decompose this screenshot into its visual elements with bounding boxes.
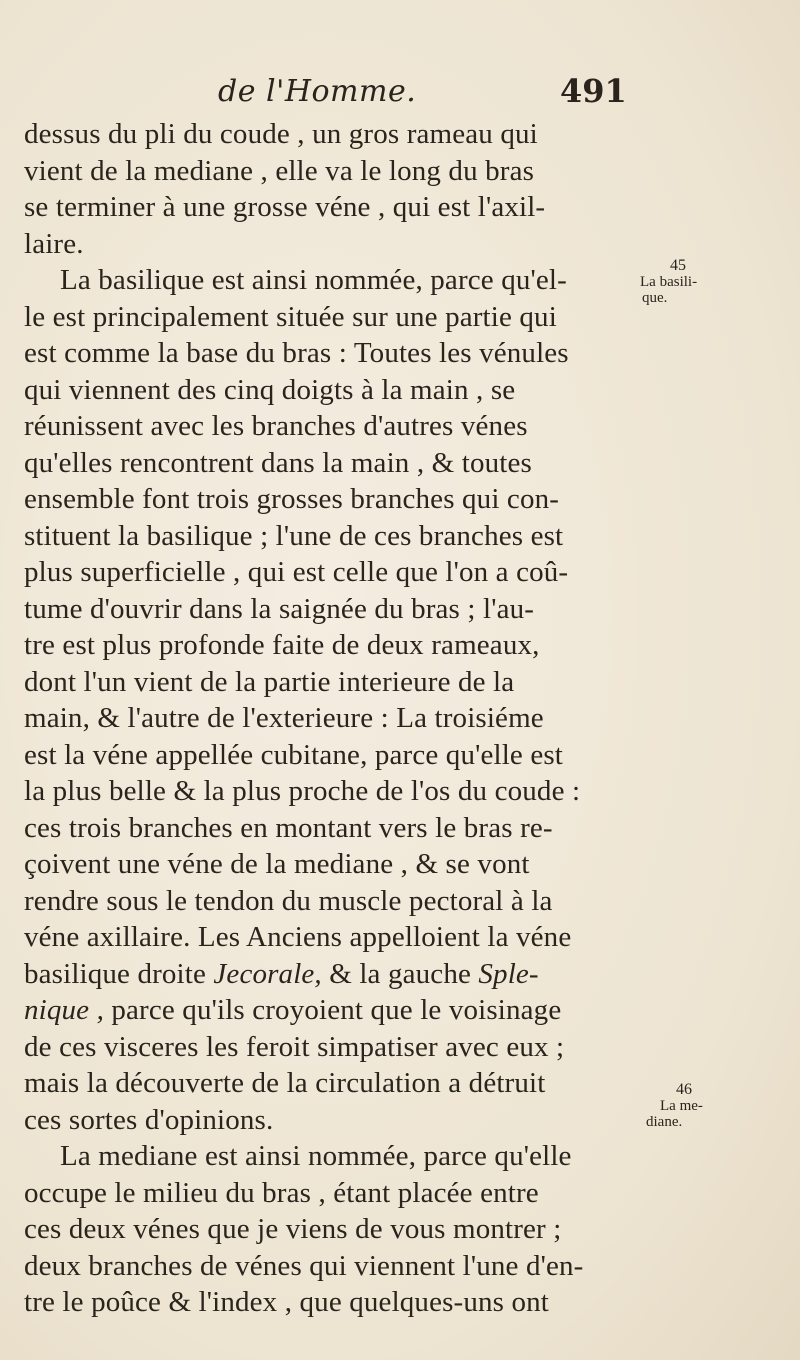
text-line [24, 956, 636, 993]
margin-note-line: que. [642, 290, 668, 306]
italic-term: Sple- [478, 957, 539, 990]
margin-note-line: La basili- [640, 274, 698, 290]
text-line: la plus belle & la plus proche de l'os du coude : [24, 775, 581, 807]
text-line: ces trois branches en montant vers le bras re- [24, 811, 553, 844]
text-line: La mediane est ainsi nommée, parce qu'elle [60, 1140, 572, 1172]
text-line: La basilique est ainsi nommée, parce qu'el- [60, 264, 567, 296]
text-line: tre est plus profonde faite de deux rameaux, [24, 629, 540, 661]
text-line: véne axillaire. Les Anciens appelloient la véne [24, 921, 572, 953]
text-line: plus superficielle , qui est celle que l'on a coû- [24, 556, 569, 588]
text-line: vient de la mediane , elle va le long du bras [24, 154, 535, 187]
page-header [0, 68, 800, 116]
text-line: main, & l'autre de l'exterieure : La troisiéme [24, 702, 544, 734]
text-span: & la gauche [321, 957, 479, 990]
margin-note-line: diane. [646, 1114, 683, 1130]
text-line: ensemble font trois grosses branches qui con- [24, 483, 560, 515]
margin-note-line: La me- [660, 1098, 703, 1114]
running-title: de l'Homme. [218, 74, 417, 109]
text-line: le est principalement située sur une partie qui [24, 300, 557, 333]
body-text [24, 116, 636, 1321]
margin-note-basilique [640, 258, 760, 306]
text-line: qu'elles rencontrent dans la main , & toutes [24, 446, 532, 479]
italic-term: nique , [24, 994, 104, 1026]
text-span: basilique droite [24, 957, 214, 990]
text-line: dessus du pli du coude , un gros rameau qui [24, 118, 538, 150]
text-line: qui viennent des cinq doigts à la main , se [24, 373, 516, 406]
text-line: mais la découverte de la circulation a détruit [24, 1067, 546, 1099]
text-line: deux branches de vénes qui viennent l'une d'en- [24, 1249, 584, 1282]
italic-term: Jecorale, [213, 957, 322, 990]
text-line: rendre sous le tendon du muscle pectoral à la [24, 884, 553, 917]
margin-note-mediane [646, 1082, 766, 1130]
text-line: réunissent avec les branches d'autres vénes [24, 410, 528, 442]
text-line: est la véne appellée cubitane, parce qu'elle est [24, 738, 563, 771]
text-span: parce qu'ils croyoient que le voisinage [103, 994, 562, 1026]
text-line: de ces visceres les feroit simpatiser avec eux ; [24, 1030, 565, 1063]
text-line: se terminer à une grosse véne , qui est l'axil- [24, 191, 546, 223]
margin-note-number: 45 [670, 257, 686, 274]
text-line: tume d'ouvrir dans la saignée du bras ; l'au- [24, 592, 535, 625]
margin-note-number: 46 [676, 1081, 692, 1098]
text-line: ces deux vénes que je viens de vous montrer ; [24, 1213, 562, 1245]
text-line: dont l'un vient de la partie interieure de la [24, 665, 515, 698]
text-line: tre le poûce & l'index , que quelques-uns ont [24, 1286, 549, 1318]
text-line: laire. [24, 227, 84, 260]
page-number: 491 [560, 72, 627, 110]
text-line: çoivent une véne de la mediane , & se vont [24, 848, 530, 880]
text-line: est comme la base du bras : Toutes les vénules [24, 337, 569, 369]
text-line: ces sortes d'opinions. [24, 1103, 274, 1136]
text-line: occupe le milieu du bras , étant placée entre [24, 1176, 539, 1209]
text-line: stituent la basilique ; l'une de ces branches est [24, 519, 564, 552]
text-line [24, 992, 636, 1029]
